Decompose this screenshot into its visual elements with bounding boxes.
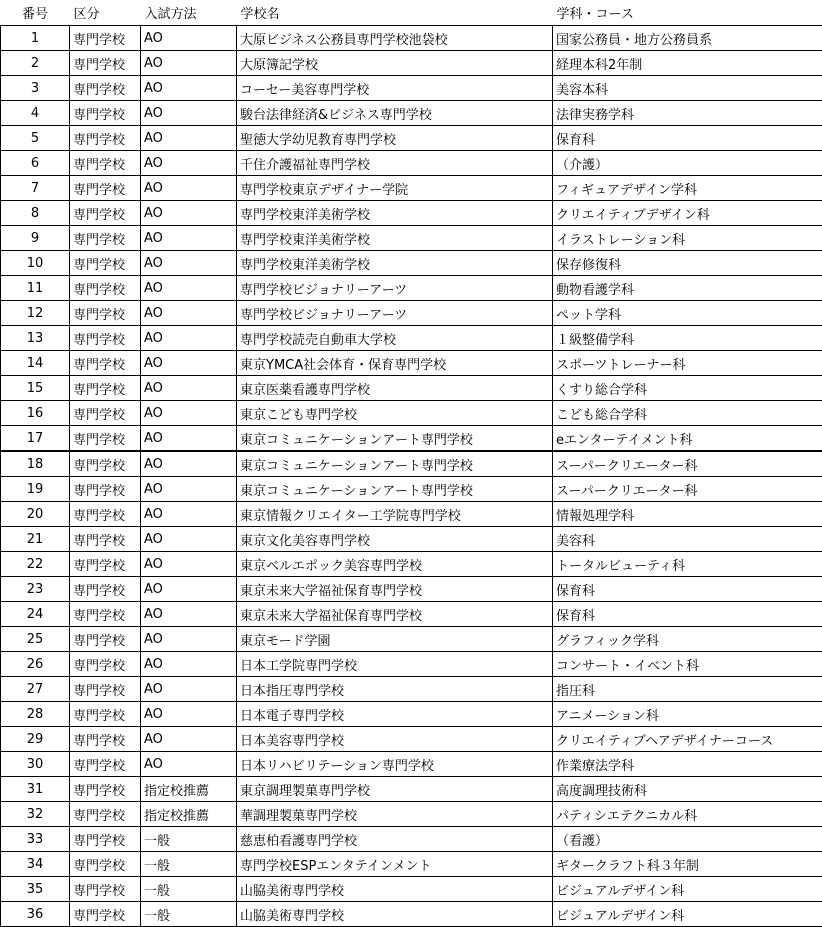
cell-department: トータルビューティ科	[553, 552, 822, 577]
cell-number: 24	[1, 602, 70, 627]
cell-number: 14	[1, 351, 70, 376]
cell-school-name: 東京コミュニケーションアート専門学校	[237, 477, 553, 502]
cell-category: 専門学校	[70, 351, 141, 376]
cell-department: 高度調理技術科	[553, 777, 822, 802]
cell-number: 34	[1, 852, 70, 877]
table-row	[1, 477, 822, 502]
cell-exam-method: AO	[141, 151, 237, 176]
cell-school-name: 日本リハビリテーション専門学校	[237, 752, 553, 777]
cell-department: スーパークリエーター科	[553, 477, 822, 502]
cell-exam-method: AO	[141, 602, 237, 627]
cell-department: ギタークラフト科３年制	[553, 852, 822, 877]
cell-exam-method: AO	[141, 752, 237, 777]
cell-school-name: 東京調理製菓専門学校	[237, 777, 553, 802]
cell-number: 9	[1, 226, 70, 251]
cell-category: 専門学校	[70, 802, 141, 827]
cell-category: 専門学校	[70, 376, 141, 401]
table-row	[1, 51, 822, 76]
table-row	[1, 527, 822, 552]
cell-school-name: 慈恵柏看護専門学校	[237, 827, 553, 852]
cell-school-name: コーセー美容専門学校	[237, 76, 553, 101]
cell-number: 28	[1, 702, 70, 727]
table-body	[1, 26, 822, 927]
cell-department: 動物看護学科	[553, 276, 822, 301]
table-row	[1, 827, 822, 852]
cell-exam-method: AO	[141, 26, 237, 51]
cell-department: くすり総合学科	[553, 376, 822, 401]
cell-department: パティシエテクニカル科	[553, 802, 822, 827]
cell-number: 31	[1, 777, 70, 802]
cell-department: 情報処理学科	[553, 502, 822, 527]
cell-school-name: 東京コミュニケーションアート専門学校	[237, 451, 553, 477]
cell-number: 3	[1, 76, 70, 101]
table-row	[1, 376, 822, 401]
cell-exam-method: AO	[141, 702, 237, 727]
cell-category: 専門学校	[70, 827, 141, 852]
table-row	[1, 251, 822, 276]
cell-number: 2	[1, 51, 70, 76]
cell-school-name: 専門学校ビジョナリーアーツ	[237, 301, 553, 326]
cell-number: 16	[1, 401, 70, 426]
cell-category: 専門学校	[70, 226, 141, 251]
cell-department: 保存修復科	[553, 251, 822, 276]
cell-department: フィギュアデザイン学科	[553, 176, 822, 201]
cell-category: 専門学校	[70, 752, 141, 777]
cell-category: 専門学校	[70, 426, 141, 452]
table-row	[1, 176, 822, 201]
cell-department: 保育科	[553, 602, 822, 627]
table-row	[1, 126, 822, 151]
cell-exam-method: AO	[141, 577, 237, 602]
cell-department: こども総合学科	[553, 401, 822, 426]
cell-exam-method: AO	[141, 376, 237, 401]
table-row	[1, 276, 822, 301]
cell-exam-method: AO	[141, 226, 237, 251]
cell-department: ペット学科	[553, 301, 822, 326]
table-row	[1, 226, 822, 251]
table-row	[1, 702, 822, 727]
table-row	[1, 902, 822, 927]
cell-category: 専門学校	[70, 276, 141, 301]
header-department: 学科・コース	[553, 0, 822, 26]
cell-exam-method: AO	[141, 351, 237, 376]
cell-school-name: 東京未来大学福祉保育専門学校	[237, 577, 553, 602]
cell-number: 33	[1, 827, 70, 852]
cell-school-name: 専門学校東洋美術学校	[237, 226, 553, 251]
cell-category: 専門学校	[70, 777, 141, 802]
cell-school-name: 専門学校東洋美術学校	[237, 251, 553, 276]
cell-number: 4	[1, 101, 70, 126]
table-row	[1, 26, 822, 51]
table-row	[1, 101, 822, 126]
cell-school-name: 東京情報クリエイター工学院専門学校	[237, 502, 553, 527]
cell-number: 5	[1, 126, 70, 151]
cell-department: 法律実務学科	[553, 101, 822, 126]
cell-exam-method: AO	[141, 552, 237, 577]
cell-school-name: 駿台法律経済&ビジネス専門学校	[237, 101, 553, 126]
cell-number: 8	[1, 201, 70, 226]
cell-school-name: 華調理製菓専門学校	[237, 802, 553, 827]
cell-category: 専門学校	[70, 401, 141, 426]
cell-number: 7	[1, 176, 70, 201]
header-school-name: 学校名	[237, 0, 553, 26]
cell-school-name: 東京コミュニケーションアート専門学校	[237, 426, 553, 452]
cell-number: 29	[1, 727, 70, 752]
cell-category: 専門学校	[70, 126, 141, 151]
header-number: 番号	[1, 0, 70, 26]
cell-exam-method: AO	[141, 251, 237, 276]
cell-exam-method: AO	[141, 276, 237, 301]
cell-exam-method: AO	[141, 502, 237, 527]
cell-number: 21	[1, 527, 70, 552]
cell-number: 20	[1, 502, 70, 527]
cell-school-name: 東京モード学園	[237, 627, 553, 652]
cell-exam-method: AO	[141, 401, 237, 426]
cell-category: 専門学校	[70, 677, 141, 702]
cell-category: 専門学校	[70, 577, 141, 602]
cell-exam-method: AO	[141, 101, 237, 126]
cell-department: グラフィック学科	[553, 627, 822, 652]
cell-category: 専門学校	[70, 326, 141, 351]
cell-department: 経理本科2年制	[553, 51, 822, 76]
table-row	[1, 752, 822, 777]
table-row	[1, 652, 822, 677]
cell-number: 11	[1, 276, 70, 301]
cell-number: 27	[1, 677, 70, 702]
cell-school-name: 専門学校ESPエンタテインメント	[237, 852, 553, 877]
cell-department: 美容科	[553, 527, 822, 552]
cell-exam-method: AO	[141, 426, 237, 452]
cell-category: 専門学校	[70, 877, 141, 902]
cell-category: 専門学校	[70, 477, 141, 502]
cell-number: 6	[1, 151, 70, 176]
cell-exam-method: AO	[141, 326, 237, 351]
cell-number: 19	[1, 477, 70, 502]
cell-category: 専門学校	[70, 727, 141, 752]
cell-school-name: 東京YMCA社会体育・保育専門学校	[237, 351, 553, 376]
cell-exam-method: AO	[141, 51, 237, 76]
cell-department: 保育科	[553, 577, 822, 602]
cell-school-name: 山脇美術専門学校	[237, 877, 553, 902]
cell-exam-method: 指定校推薦	[141, 777, 237, 802]
cell-number: 26	[1, 652, 70, 677]
table-row	[1, 502, 822, 527]
cell-department: eエンターテイメント科	[553, 426, 822, 452]
cell-department: （介護）	[553, 151, 822, 176]
cell-number: 18	[1, 451, 70, 477]
cell-number: 10	[1, 251, 70, 276]
cell-number: 15	[1, 376, 70, 401]
cell-exam-method: AO	[141, 677, 237, 702]
cell-school-name: 東京医薬看護専門学校	[237, 376, 553, 401]
table-row	[1, 852, 822, 877]
cell-school-name: 聖徳大学幼児教育専門学校	[237, 126, 553, 151]
cell-category: 専門学校	[70, 101, 141, 126]
table-row	[1, 627, 822, 652]
cell-exam-method: AO	[141, 652, 237, 677]
cell-exam-method: 一般	[141, 902, 237, 927]
cell-school-name: 東京文化美容専門学校	[237, 527, 553, 552]
cell-department: イラストレーション科	[553, 226, 822, 251]
cell-exam-method: AO	[141, 76, 237, 101]
table-row	[1, 351, 822, 376]
cell-school-name: 大原ビジネス公務員専門学校池袋校	[237, 26, 553, 51]
cell-number: 25	[1, 627, 70, 652]
header-row	[1, 0, 822, 26]
cell-category: 専門学校	[70, 652, 141, 677]
cell-department: スーパークリエーター科	[553, 451, 822, 477]
cell-department: スポーツトレーナー科	[553, 351, 822, 376]
cell-number: 36	[1, 902, 70, 927]
cell-department: （看護）	[553, 827, 822, 852]
cell-number: 17	[1, 426, 70, 452]
table-row	[1, 201, 822, 226]
table-row	[1, 552, 822, 577]
table-row	[1, 151, 822, 176]
table-row	[1, 301, 822, 326]
cell-category: 専門学校	[70, 502, 141, 527]
cell-school-name: 日本工学院専門学校	[237, 652, 553, 677]
cell-category: 専門学校	[70, 627, 141, 652]
cell-exam-method: AO	[141, 627, 237, 652]
cell-department: コンサート・イベント科	[553, 652, 822, 677]
cell-category: 専門学校	[70, 902, 141, 927]
cell-category: 専門学校	[70, 251, 141, 276]
cell-number: 1	[1, 26, 70, 51]
cell-exam-method: AO	[141, 201, 237, 226]
cell-number: 35	[1, 877, 70, 902]
cell-exam-method: AO	[141, 527, 237, 552]
cell-school-name: 山脇美術専門学校	[237, 902, 553, 927]
table-row	[1, 401, 822, 426]
cell-category: 専門学校	[70, 76, 141, 101]
cell-category: 専門学校	[70, 151, 141, 176]
cell-category: 専門学校	[70, 51, 141, 76]
table-row	[1, 727, 822, 752]
table-row	[1, 577, 822, 602]
cell-school-name: 日本電子専門学校	[237, 702, 553, 727]
table-row	[1, 451, 822, 477]
cell-department: １級整備学科	[553, 326, 822, 351]
cell-department: ビジュアルデザイン科	[553, 902, 822, 927]
cell-exam-method: AO	[141, 727, 237, 752]
cell-department: 指圧科	[553, 677, 822, 702]
cell-department: 作業療法学科	[553, 752, 822, 777]
table-row	[1, 602, 822, 627]
cell-department: 保育科	[553, 126, 822, 151]
table-row	[1, 777, 822, 802]
cell-school-name: 専門学校ビジョナリーアーツ	[237, 276, 553, 301]
cell-exam-method: 指定校推薦	[141, 802, 237, 827]
table-row	[1, 76, 822, 101]
cell-exam-method: AO	[141, 451, 237, 477]
cell-exam-method: 一般	[141, 827, 237, 852]
cell-exam-method: 一般	[141, 852, 237, 877]
header-exam-method: 入試方法	[141, 0, 237, 26]
cell-number: 13	[1, 326, 70, 351]
cell-department: クリエイティブヘアデザイナーコース	[553, 727, 822, 752]
cell-department: 美容本科	[553, 76, 822, 101]
cell-category: 専門学校	[70, 176, 141, 201]
table-row	[1, 877, 822, 902]
cell-school-name: 千住介護福祉専門学校	[237, 151, 553, 176]
cell-school-name: 東京こども専門学校	[237, 401, 553, 426]
cell-category: 専門学校	[70, 26, 141, 51]
table-header	[1, 0, 822, 26]
cell-number: 23	[1, 577, 70, 602]
cell-department: アニメーション科	[553, 702, 822, 727]
cell-number: 12	[1, 301, 70, 326]
cell-exam-method: AO	[141, 301, 237, 326]
cell-exam-method: 一般	[141, 877, 237, 902]
cell-number: 32	[1, 802, 70, 827]
table-row	[1, 677, 822, 702]
table-row	[1, 802, 822, 827]
cell-school-name: 専門学校東京デザイナー学院	[237, 176, 553, 201]
cell-category: 専門学校	[70, 602, 141, 627]
cell-category: 専門学校	[70, 702, 141, 727]
cell-school-name: 東京ベルエポック美容専門学校	[237, 552, 553, 577]
cell-category: 専門学校	[70, 201, 141, 226]
table-row	[1, 326, 822, 351]
cell-category: 専門学校	[70, 301, 141, 326]
cell-department: 国家公務員・地方公務員系	[553, 26, 822, 51]
cell-category: 専門学校	[70, 527, 141, 552]
cell-exam-method: AO	[141, 176, 237, 201]
cell-exam-method: AO	[141, 126, 237, 151]
cell-school-name: 大原簿記学校	[237, 51, 553, 76]
cell-category: 専門学校	[70, 451, 141, 477]
cell-category: 専門学校	[70, 552, 141, 577]
cell-number: 30	[1, 752, 70, 777]
cell-school-name: 専門学校東洋美術学校	[237, 201, 553, 226]
cell-category: 専門学校	[70, 852, 141, 877]
header-category: 区分	[70, 0, 141, 26]
cell-number: 22	[1, 552, 70, 577]
cell-exam-method: AO	[141, 477, 237, 502]
cell-school-name: 日本指圧専門学校	[237, 677, 553, 702]
table-row	[1, 426, 822, 452]
cell-school-name: 東京未来大学福祉保育専門学校	[237, 602, 553, 627]
cell-school-name: 日本美容専門学校	[237, 727, 553, 752]
cell-department: クリエイティブデザイン科	[553, 201, 822, 226]
cell-department: ビジュアルデザイン科	[553, 877, 822, 902]
cell-school-name: 専門学校読売自動車大学校	[237, 326, 553, 351]
